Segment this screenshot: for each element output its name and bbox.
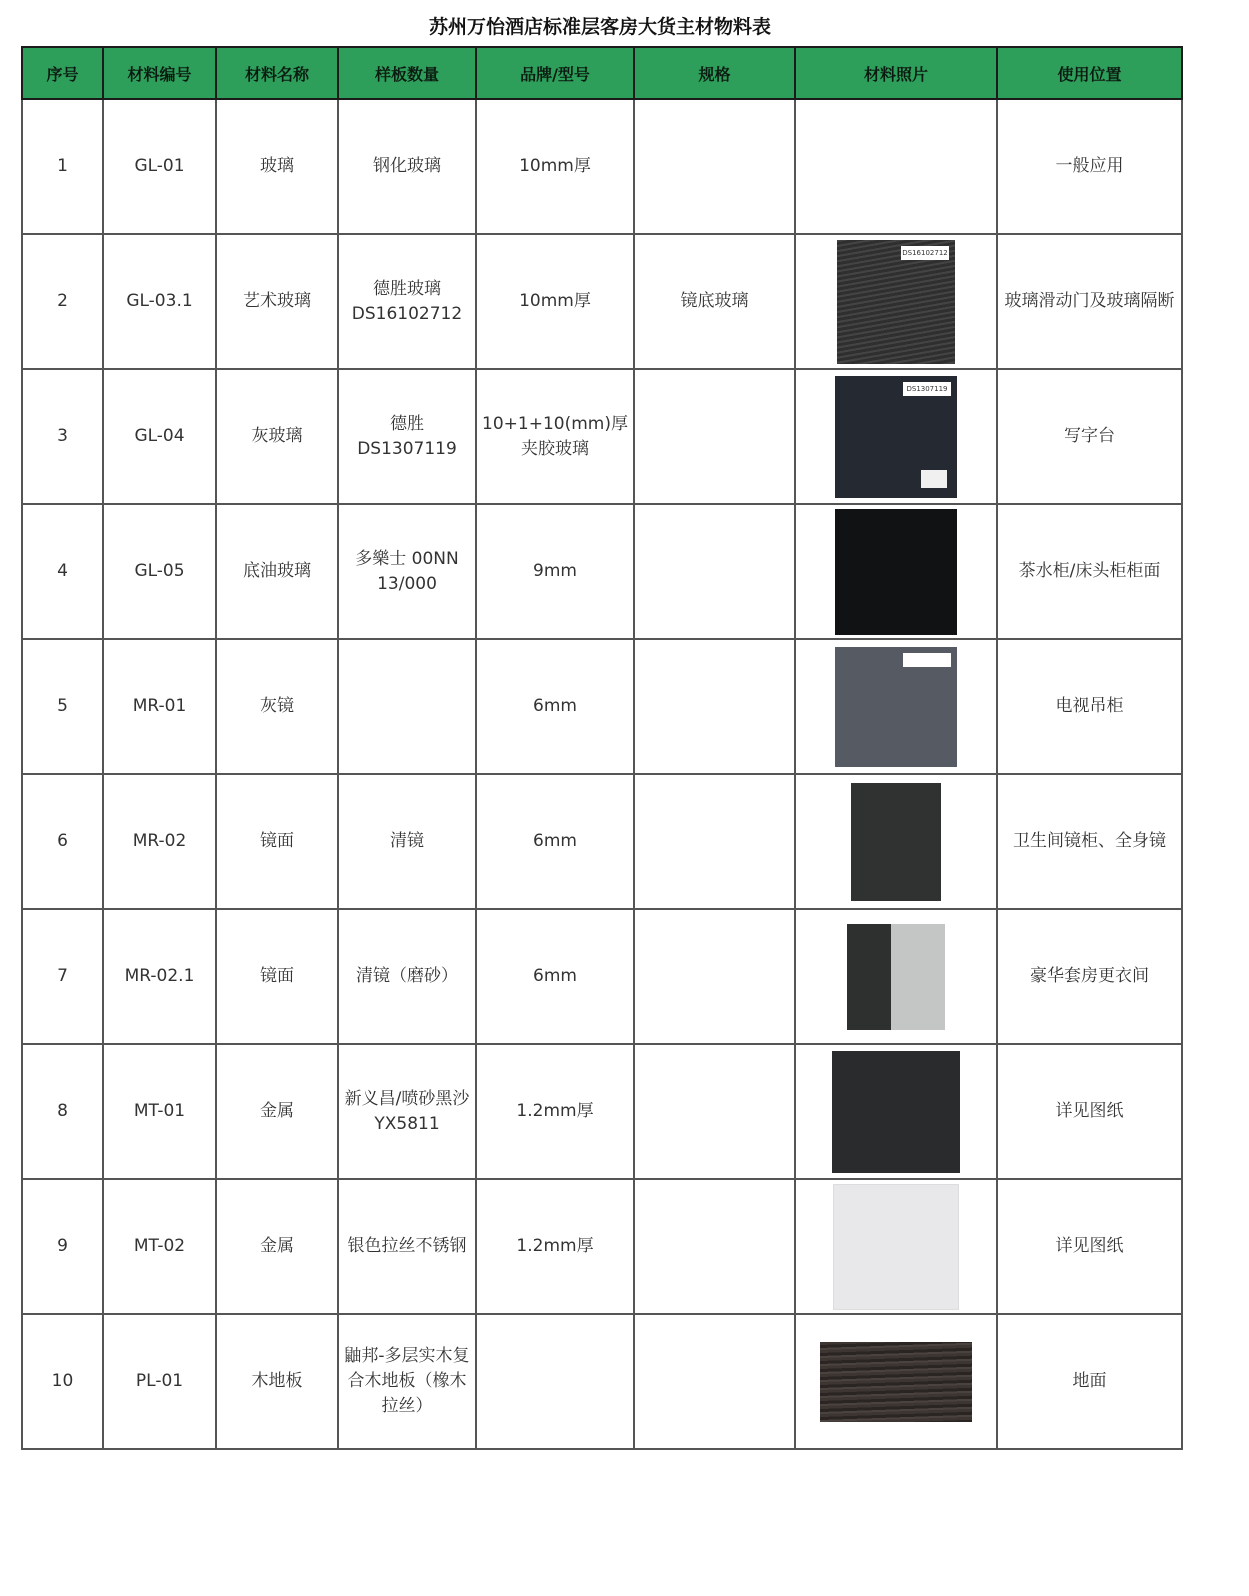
table-row (22, 1044, 1182, 1179)
cell-name: 底油玻璃 (216, 504, 338, 639)
cell-spec (634, 639, 795, 774)
usage-text: 详见图纸 (1055, 1236, 1124, 1256)
cell-no: 3 (22, 369, 103, 504)
frosted-mirror-sample-icon (847, 924, 945, 1030)
cell-brand (476, 639, 634, 774)
cell-photo (795, 1179, 997, 1314)
header-row (22, 47, 1182, 99)
cell-sample (338, 234, 476, 369)
header-usage: 使用位置 (997, 47, 1182, 99)
cell-no: 6 (22, 774, 103, 909)
black-glass-sample-icon (835, 509, 957, 635)
cell-usage (997, 234, 1182, 369)
black-metal-sample-icon (832, 1051, 960, 1173)
grey-glass-sample-icon (835, 376, 957, 498)
cell-code: GL-05 (103, 504, 216, 639)
cell-usage (997, 909, 1182, 1044)
sample-text: 银色拉丝不锈钢 (347, 1236, 467, 1256)
cell-brand (476, 369, 634, 504)
brand-logo-icon (921, 470, 947, 488)
brand-text: 6mm (533, 966, 577, 986)
table-row (22, 1179, 1182, 1314)
grey-mirror-sample-icon (835, 647, 957, 767)
sample-tag: DS16102712 (901, 246, 949, 260)
header-spec: 规格 (634, 47, 795, 99)
cell-no: 8 (22, 1044, 103, 1179)
sample-text: 清镜 (390, 831, 424, 851)
cell-name: 灰玻璃 (216, 369, 338, 504)
cell-spec (634, 1044, 795, 1179)
table-row (22, 234, 1182, 369)
cell-brand (476, 1179, 634, 1314)
table-row (22, 639, 1182, 774)
cell-brand (476, 234, 634, 369)
cell-code: MR-02.1 (103, 909, 216, 1044)
usage-text: 茶水柜/床头柜柜面 (1018, 561, 1161, 581)
cell-name: 镜面 (216, 909, 338, 1044)
sample-text: 清镜（磨砂） (356, 966, 458, 986)
cell-no: 9 (22, 1179, 103, 1314)
brand-text: 10+1+10(mm)厚 夹胶玻璃 (482, 413, 628, 459)
table-row (22, 774, 1182, 909)
cell-usage (997, 639, 1182, 774)
cell-brand (476, 99, 634, 234)
usage-text: 写字台 (1064, 426, 1115, 446)
cell-no: 4 (22, 504, 103, 639)
cell-usage (997, 99, 1182, 234)
cell-usage (997, 1314, 1182, 1449)
cell-sample (338, 504, 476, 639)
cell-spec (634, 1179, 795, 1314)
cell-code: MT-02 (103, 1179, 216, 1314)
brushed-steel-sample-icon (833, 1184, 959, 1310)
cell-brand (476, 774, 634, 909)
cell-photo (795, 639, 997, 774)
cell-code: GL-01 (103, 99, 216, 234)
sample-text: 多樂士 00NN 13/000 (355, 548, 459, 594)
clear-mirror-sample-icon (851, 783, 941, 901)
brand-text: 10mm厚 (519, 291, 591, 311)
table-row (22, 909, 1182, 1044)
brand-text: 1.2mm厚 (516, 1236, 594, 1256)
cell-sample (338, 909, 476, 1044)
cell-brand (476, 504, 634, 639)
cell-brand (476, 1044, 634, 1179)
cell-no: 10 (22, 1314, 103, 1449)
cell-sample (338, 774, 476, 909)
cell-name: 木地板 (216, 1314, 338, 1449)
cell-no: 1 (22, 99, 103, 234)
sample-text: 德胜玻璃 DS16102712 (351, 278, 463, 324)
usage-text: 玻璃滑动门及玻璃隔断 (1004, 291, 1175, 311)
cell-sample (338, 369, 476, 504)
cell-photo (795, 504, 997, 639)
cell-photo (795, 774, 997, 909)
cell-photo (795, 369, 997, 504)
usage-text: 豪华套房更衣间 (1030, 966, 1149, 986)
brand-text: 6mm (533, 696, 577, 716)
cell-sample (338, 1179, 476, 1314)
cell-spec (634, 774, 795, 909)
usage-text: 电视吊柜 (1055, 696, 1124, 716)
cell-name: 镜面 (216, 774, 338, 909)
cell-brand (476, 1314, 634, 1449)
table-row (22, 369, 1182, 504)
cell-code: MR-01 (103, 639, 216, 774)
cell-sample (338, 99, 476, 234)
cell-usage (997, 774, 1182, 909)
cell-name: 灰镜 (216, 639, 338, 774)
cell-name: 金属 (216, 1179, 338, 1314)
usage-text: 卫生间镜柜、全身镜 (1013, 831, 1166, 851)
cell-no: 7 (22, 909, 103, 1044)
cell-spec (634, 99, 795, 234)
cell-code: MR-02 (103, 774, 216, 909)
cell-spec (634, 1314, 795, 1449)
usage-text: 详见图纸 (1055, 1101, 1124, 1121)
cell-code: GL-03.1 (103, 234, 216, 369)
cell-sample (338, 1044, 476, 1179)
cell-spec (634, 909, 795, 1044)
cell-usage (997, 1044, 1182, 1179)
cell-no: 5 (22, 639, 103, 774)
sample-text: 钢化玻璃 (373, 156, 441, 176)
header-brand: 品牌/型号 (476, 47, 634, 99)
header-sample: 样板数量 (338, 47, 476, 99)
table-row (22, 1314, 1182, 1449)
cell-code: PL-01 (103, 1314, 216, 1449)
cell-brand (476, 909, 634, 1044)
header-photo: 材料照片 (795, 47, 997, 99)
sample-tag: DS1307119 (903, 382, 951, 396)
header-code: 材料编号 (103, 47, 216, 99)
sample-text: 德胜DS1307119 (357, 413, 457, 459)
cell-spec (634, 504, 795, 639)
cell-name: 艺术玻璃 (216, 234, 338, 369)
cell-photo (795, 909, 997, 1044)
cell-sample (338, 1314, 476, 1449)
cell-usage (997, 504, 1182, 639)
table-row (22, 99, 1182, 234)
table-row (22, 504, 1182, 639)
cell-no: 2 (22, 234, 103, 369)
sample-text: 鼬邦-多层实木复 合木地板（橡木 拉丝） (344, 1346, 470, 1416)
brand-text: 9mm (533, 561, 577, 581)
page-title: 苏州万怡酒店标准层客房大货主材物料表 (428, 16, 771, 38)
cell-photo (795, 234, 997, 369)
cell-sample (338, 639, 476, 774)
cell-spec (634, 369, 795, 504)
usage-text: 地面 (1072, 1371, 1107, 1391)
cell-photo (795, 99, 997, 234)
brand-text: 10mm厚 (519, 156, 591, 176)
header-name: 材料名称 (216, 47, 338, 99)
materials-table (21, 46, 1183, 1450)
cell-photo (795, 1044, 997, 1179)
textured-glass-sample-icon (837, 240, 955, 364)
cell-usage (997, 1179, 1182, 1314)
sample-text: 新义昌/喷砂黑沙 YX5811 (344, 1088, 470, 1134)
cell-code: MT-01 (103, 1044, 216, 1179)
cell-usage (997, 369, 1182, 504)
wood-floor-sample-icon (820, 1342, 972, 1422)
brand-text: 1.2mm厚 (516, 1101, 594, 1121)
header-no: 序号 (22, 47, 103, 99)
cell-name: 玻璃 (216, 99, 338, 234)
cell-code: GL-04 (103, 369, 216, 504)
cell-name: 金属 (216, 1044, 338, 1179)
cell-photo (795, 1314, 997, 1449)
sample-tag-blank (903, 653, 951, 667)
usage-text: 一般应用 (1055, 156, 1124, 176)
cell-spec: 镜底玻璃 (634, 234, 795, 369)
brand-text: 6mm (533, 831, 577, 851)
